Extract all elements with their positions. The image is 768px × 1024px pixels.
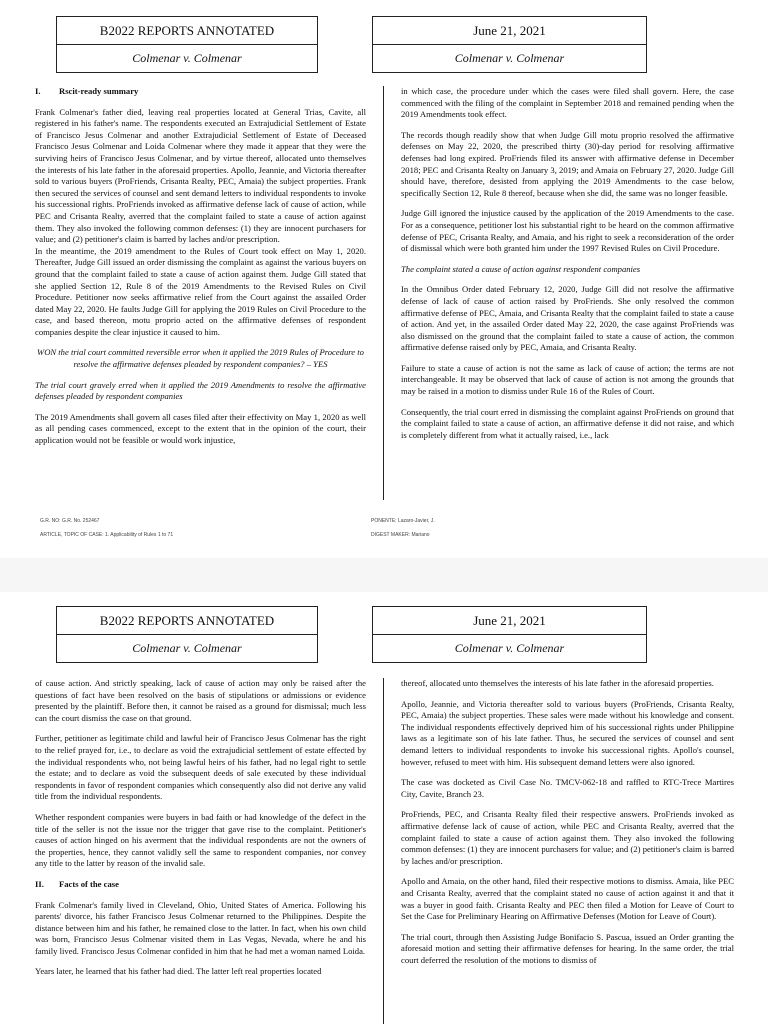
page-header [56, 606, 647, 663]
right-column [401, 678, 734, 1024]
ruling-paragraph: Consequently, the trial court erred in dismissing the complaint against ProFriends on ground that the complaint failed to state a cause of action, an affirmative defense it did not raise, and which is completely different from what it actually raised, i.e., lack [401, 406, 734, 440]
facts-paragraph: Frank Colmenar's family lived in Cleveland, Ohio, United States of America. Following his parents' divorce, his father Francisco Jesus Colmenar returned to the Philippines. Despite the distance between him and his father, he remained close to the latter. In fact, when his own child was born, Francisco Jesus Colmenar visited them in Las Vegas, Nevada, where he and his family lived. Francisco Jesus Colmenar confided in him that he had met a woman named Loida. [35, 899, 366, 956]
left-column [35, 86, 366, 500]
column-divider [383, 86, 384, 500]
facts-paragraph: The case was docketed as Civil Case No. TMCV-062-18 and raffled to RTC-Trece Martires City, Cavite, Branch 23. [401, 777, 734, 799]
ruling-paragraph: Further, petitioner as legitimate child and lawful heir of Francisco Jesus Colmenar has the right to the relief prayed for, i.e., to declare as void the extrajudicial settlement of estate effected by the individual respondents who, not being lawful heirs of his father, had no legal right to settle the estate; and to declare as void the subsequent deeds of sale executed by these individual respondents in favor of respondent companies which consequently also did not derive any valid title from the individual respondents. [35, 733, 366, 802]
footer-gr-no: G.R. NO: G.R. No. 252467 [40, 518, 100, 524]
ruling-paragraph: in which case, the procedure under which the cases were filed shall govern. Here, the case commenced with the filing of the complaint in September 2018 and remained pending when the 2019 Amendments took effect. [401, 86, 734, 120]
facts-paragraph: The trial court, through then Assisting Judge Bonifacio S. Pascua, issued an Order granting the aforesaid motion and setting their affirmative defenses for hearing. In the same order, the trial court deferred the resolution of the motions to dismiss of [401, 931, 734, 965]
summary-paragraph: In the meantime, the 2019 amendment to the Rules of Court took effect on May 1, 2020. Thereafter, Judge Gill issued an order dismissing the complaint as against the various buyers on ground that the complaint failed to state a cause of action against them. Judge Gill stated that she applied Section 12, Rule 8 of the 2019 Amendments to the Revised Rules on Civil Procedure. Petitioner now seeks affirmative relief from the Court against the assailed Order dated May 22, 2020. He faults Judge Gill for applying the 2019 Rules on Civil Procedure to the case, and based thereon, motu proprio acted on the affirmative defenses of respondent companies despite the clear injustice it caused to him. [35, 245, 366, 337]
footer-ponente: PONENTE: Lazaro-Javier, J. [371, 518, 435, 524]
case-title-left: Colmenar v. Colmenar [56, 44, 318, 73]
column-divider [383, 678, 384, 1024]
facts-paragraph: Years later, he learned that his father had died. The latter left real properties located [35, 966, 322, 977]
right-column [401, 86, 734, 500]
header-date: June 21, 2021 [372, 606, 647, 635]
document-page-2 [0, 592, 768, 1024]
facts-paragraph: Apollo and Amaia, on the other hand, filed their respective motions to dismiss. Amaia, like PEC and Crisanta Realty, averred that the complaint stated no cause of action against it and that it was a buyer in good faith. Crisanta Realty and PEC then filed a Motion for Leave of Court to Set the Case for Preliminary Hearing on Affirmative Defenses (Motion for Leave of Court). [401, 876, 734, 922]
book-title: B2022 REPORTS ANNOTATED [56, 16, 318, 45]
ruling-paragraph: Judge Gill ignored the injustice caused by the application of the 2019 Amendments to the case. For as a consequence, petitioner lost his substantial right to be heard on the common affirmative defense of PEC, Crisanta Realty, and Amaia, and his right to seek a reconsideration of the order of dismissal which were both granted him under the 1997 Revised Rules on Civil Procedure. [401, 208, 734, 254]
facts-paragraph: thereof, allocated unto themselves the interests of his late father in the aforesaid properties. [401, 678, 714, 688]
facts-paragraph: ProFriends, PEC, and Crisanta Realty filed their respective answers. ProFriends invoked as affirmative defense lack of cause of action, while PEC and Crisanta Realty, averred that the complaint failed to state a cause of action against them. They also invoked the following common defenses: (1) they are innocent purchasers for value; and (2) petitioner's claim is barred by laches and/or prescription. [401, 809, 734, 866]
case-title-right: Colmenar v. Colmenar [372, 44, 647, 73]
header-date: June 21, 2021 [372, 16, 647, 45]
case-title-left: Colmenar v. Colmenar [56, 634, 318, 663]
ruling-paragraph: Whether respondent companies were buyers in bad faith or had knowledge of the defect in the title of the seller is not the issue nor the trigger that gave rise to the complaint. Petitioner's causes of action hinged on his averment that the individual respondents are not the owners of the properties, hence, they cannot validly sell the same to respondent companies, nor convey any title to the latter by reason of the invalid sale. [35, 811, 366, 869]
summary-paragraph: Frank Colmenar's father died, leaving real properties located at General Trias, Cavite, all registered in his father's name. The respondents executed an Extrajudicial Settlement of Estate of Francisco Jesus Colmenar and another Extrajudicial Settlement of Estate of Deceased Francisco Jesus Colmenar and Loida Colmenar where they made it appear that they were the surviving heirs of Francisco Jesus Colmenar, and by virtue thereof, allocated unto themselves the interests of his late father in the aforesaid properties. Apollo, Jeannie, and Victoria thereafter sold to various buyers (ProFriends, Crisanta Realty, PEC, Amaia) the subject properties. Frank then secured the services of counsel and sent demand letters to individual respondents to invoke his successional rights. ProFriends invoked as affirmative defense lack of cause of action, while PEC and Crisanta Realty, averred that the complaint failed to state a cause of action against them. They also invoked the following common defenses: (1) they are innocent purchasers for value; and (2) petitioner's claim is barred by laches and/or prescription. [35, 106, 366, 245]
sub-heading: The complaint stated a cause of action against respondent companies [401, 263, 641, 274]
ruling-heading: The trial court gravely erred when it applied the 2019 Amendments to resolve the affirmative defenses pleaded by respondent companies [35, 379, 366, 402]
case-title-right: Colmenar v. Colmenar [372, 634, 647, 663]
summary-heading: I. Rscit-ready summary [35, 86, 139, 96]
facts-paragraph: Apollo, Jeannie, and Victoria thereafter sold to various buyers (ProFriends, Crisanta Realty, PEC, Amaia) the subject properties. These sales were made without his knowledge and consent. The individual respondents effectively deprived him of his successional rights under Philippine laws as a legitimate son of his late father. Thus, he secured the services of counsel and sent demand letters to individual respondents to invoke his successional rights. Apollo's counsel, however, refused to meet with him. His subsequent demand letters were also ignored. [401, 698, 734, 767]
footer-article: ARTICLE, TOPIC OF CASE: 1. Applicability of Rules 1 to 71 [40, 532, 174, 538]
left-column [35, 678, 366, 1024]
book-title: B2022 REPORTS ANNOTATED [56, 606, 318, 635]
ruling-paragraph: The 2019 Amendments shall govern all cases filed after their effectivity on May 1, 2020 as well as all pending cases commenced, except to the extent that in the opinion of the court, their application would not be feasible or would work injustice, [35, 411, 366, 446]
facts-heading: II. Facts of the case [35, 878, 119, 889]
ruling-paragraph: The records though readily show that when Judge Gill motu proprio resolved the affirmative defenses on May 22, 2020, the prescribed thirty (30)-day period for resolving affirmative defenses had long expired. ProFriends filed its answer with affirmative defense in December 2018; PEC and Crisanta Realty on January 3, 2019; and Amaia on February 27, 2020. Judge Gill should have, therefore, desisted from applying the 2019 Amendments to the case below, specifically Section 12, Rule 8 thereof, because when she did, the same was no longer feasible. [401, 129, 734, 198]
footer-digest-maker: DIGEST MAKER: Mariano [371, 532, 430, 538]
page-gap [0, 558, 768, 592]
ruling-paragraph: of cause action. And strictly speaking, lack of cause of action may only be raised after the questions of fact have been resolved on the basis of stipulations or admissions or evidence presented by the plaintiff. Before then, it cannot be raised as a ground for dismissal; much less can the court dismiss the case on that ground. [35, 678, 366, 723]
issue-statement: WON the trial court committed reversible error when it applied the 2019 Rules of Procedure to resolve the affirmative defenses pleaded by respondent companies? – YES [37, 347, 364, 370]
page-header [56, 16, 647, 73]
ruling-paragraph: Failure to state a cause of action is not the same as lack of cause of action; the terms are not interchangeable. It may be observed that lack of cause of action is not among the grounds that may be raised in a motion to dismiss under Rule 16 of the Rules of Court. [401, 362, 734, 397]
ruling-paragraph: In the Omnibus Order dated February 12, 2020, Judge Gill did not resolve the affirmative defense of lack of cause of action raised by ProFriends. She only resolved the common affirmative defense of PEC, Amaia, and Crisanta Realty that the complaint failed to state a cause of action. And yet, in the assailed Order dated May 22, 2020, the case against ProFriends was also dismissed on the ground that the complaint failed to state a cause of action, the common affirmative defense raised only by PEC, Amaia, and Crisanta Realty. [401, 284, 734, 353]
